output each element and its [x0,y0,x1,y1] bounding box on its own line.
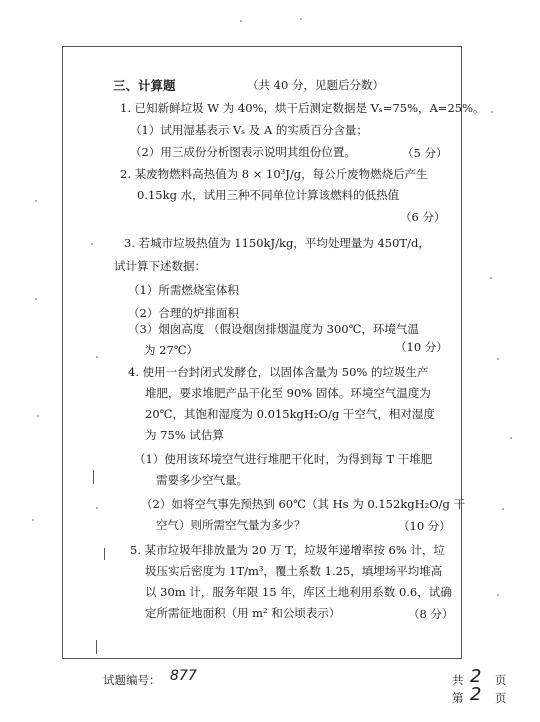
q2-score: （6 分） [400,210,446,224]
q3-sub-3-cont: 为 27℃） [144,343,199,357]
q5-line-4: 定所需征地面积（用 m² 和公顷表示） [145,606,341,620]
section-score-note: （共 40 分，见题后分数） [247,78,384,92]
q3-score: （10 分） [395,340,448,354]
q4-sub-2-cont: 空气）则所需空气量为多少？ [156,518,306,532]
current-page-prefix: 第 [452,691,464,705]
scan-speck [35,200,37,202]
scan-speck [497,358,499,360]
total-pages-number: 2 [470,666,482,687]
section-title: 三、计算题 [113,78,176,93]
q3-line-1: 3. 若城市垃圾热值为 1150kJ/kg，平均处理量为 450T/d， [124,236,430,250]
q3-sub-1: （1）所需燃烧室体积 [128,283,239,297]
scan-speck [96,507,98,509]
q5-line-2: 圾压实后密度为 1T/m³，覆土系数 1.25，填埋场平均堆高 [145,564,443,578]
scan-speck [510,437,512,439]
scan-speck [37,415,39,417]
scan-speck [35,298,37,300]
q1-sub-1: （1）试用湿基表示 Vₛ 及 A 的实质百分含量； [130,123,368,137]
q1-score: （5 分） [402,146,448,160]
total-pages-unit: 页 [495,673,507,687]
current-page-number: 2 [470,684,482,705]
q5-line-3: 以 30m 计，服务年限 15 年，库区土地利用系数 0.6，试确 [145,585,452,599]
exam-code-label: 试题编号： [103,673,161,687]
q4-line-3: 20℃，其饱和湿度为 0.015kgH₂O/g 干空气，相对湿度 [145,407,435,421]
exam-code-number: 877 [170,668,197,684]
q3-sub-3: （3）烟囱高度 （假设烟囱排烟温度为 300℃，环境气温 [128,322,419,336]
q2-line-1: 2. 某废物燃料高热值为 8 × 10³J/g，每公斤废物燃烧后产生 [120,167,428,181]
q4-line-2: 堆肥，要求堆肥产品干化至 90% 固体。环境空气温度为 [145,386,431,400]
scan-speck [300,18,302,20]
q1-line-1: 1. 已知新鲜垃圾 W 为 40%，烘干后测定数据是 Vₛ=75%，A=25%。 [120,101,485,115]
q4-sub-1: （1）使用该环境空气进行堆肥干化时，为得到每 T 干堆肥 [134,452,433,466]
scan-speck [490,277,492,279]
scan-mark [93,470,94,484]
q3-sub-2: （2）合理的炉排面积 [128,306,239,320]
q4-sub-2: （2）如将空气事先预热到 60℃（其 Hs 为 0.152kgH₂O/g 干 [141,497,466,511]
scan-speck [91,243,93,245]
scan-speck [32,519,34,521]
q5-score: （8 分） [408,607,454,621]
scan-mark [104,548,105,560]
q2-line-2: 0.15kg 水，试用三种不同单位计算该燃料的低热值 [137,188,400,202]
scan-speck [497,594,499,596]
scan-speck [502,508,504,510]
scan-speck [491,111,493,113]
scan-speck [96,356,98,358]
q1-sub-2: （2）用三成份分析图表示说明其组份位置。 [130,145,356,159]
current-page-unit: 页 [495,691,507,705]
scan-mark [96,640,97,654]
q3-line-2: 试计算下述数据： [114,259,206,273]
scan-speck [240,20,242,22]
q4-score: （10 分） [398,519,451,533]
q4-sub-1-cont: 需要多少空气量。 [156,473,248,487]
q5-line-1: 5. 某市垃圾年排放量为 20 万 T，垃圾年递增率按 6% 计，垃 [130,543,445,557]
q4-line-4: 为 75% 试估算 [145,428,224,442]
total-pages-prefix: 共 [452,673,464,687]
q4-line-1: 4. 使用一台封闭式发酵仓，以固体含量为 50% 的垃圾生产 [128,365,429,379]
